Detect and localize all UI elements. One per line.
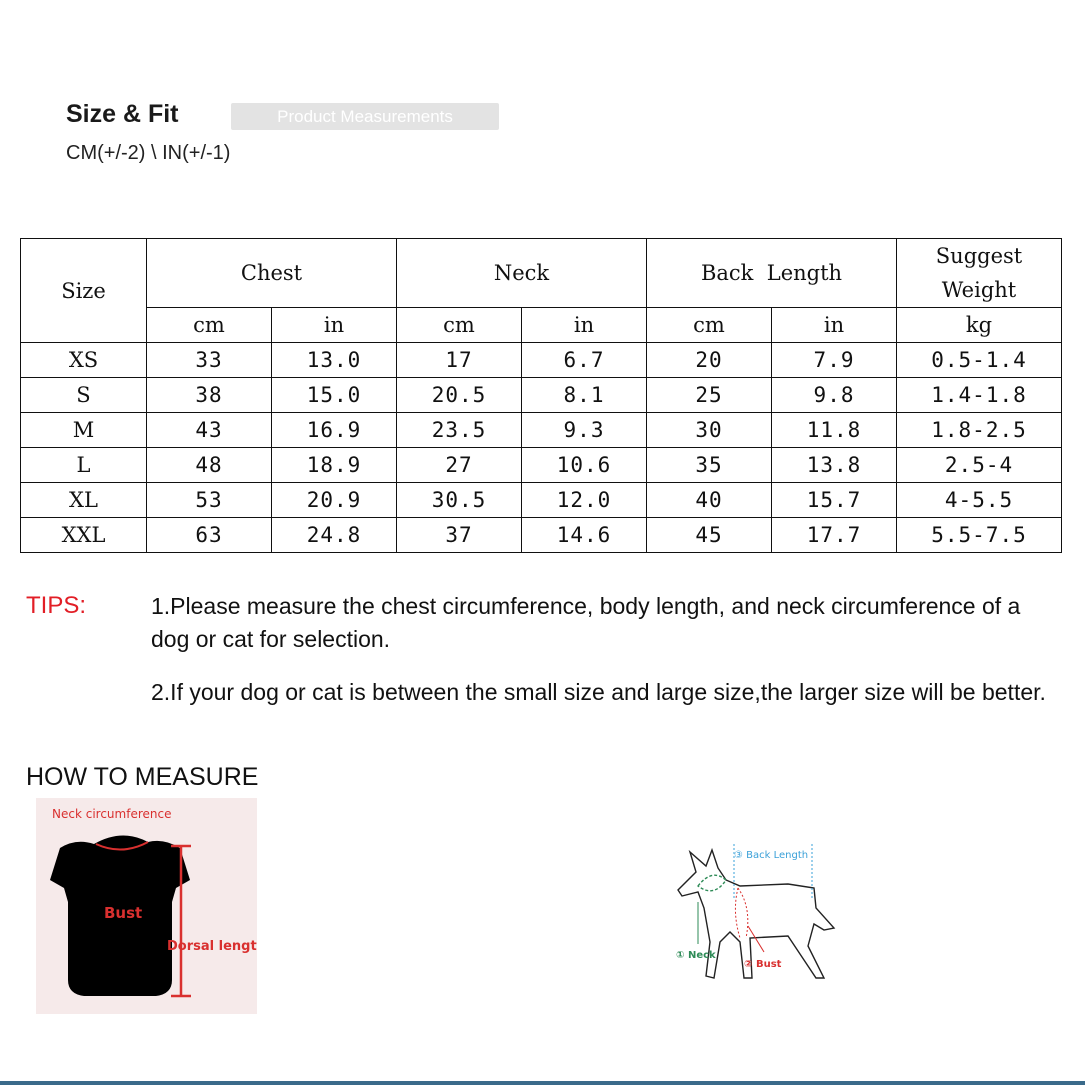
unit-neck-cm: cm: [397, 308, 522, 343]
neck-cm-cell: 23.5: [397, 413, 522, 448]
chest-in-cell: 18.9: [272, 448, 397, 483]
shirt-measure-diagram: [36, 798, 257, 1014]
unit-back-cm: cm: [647, 308, 772, 343]
chest-in-cell: 24.8: [272, 518, 397, 553]
size-table: [20, 238, 1062, 553]
suggest-weight-header-line2: Weight: [941, 278, 1017, 302]
size-cell: XL: [21, 483, 147, 518]
back-in-cell: 17.7: [772, 518, 897, 553]
weight-cell: 1.8-2.5: [897, 413, 1062, 448]
table-row: [21, 483, 1062, 518]
unit-weight-kg: kg: [897, 308, 1062, 343]
unit-back-in: in: [772, 308, 897, 343]
neck-cm-cell: 20.5: [397, 378, 522, 413]
chest-cm-cell: 48: [147, 448, 272, 483]
how-to-measure-heading: HOW TO MEASURE: [26, 763, 259, 791]
tolerance-note: CM(+/-2) \ IN(+/-1): [66, 142, 231, 164]
chest-cm-cell: 53: [147, 483, 272, 518]
neck-in-cell: 8.1: [522, 378, 647, 413]
table-row: [21, 448, 1062, 483]
size-cell: M: [21, 413, 147, 448]
neck-in-cell: 9.3: [522, 413, 647, 448]
suggest-weight-header-line1: Suggest: [935, 244, 1023, 268]
neck-header: Neck: [397, 239, 647, 308]
dog-back-label: ③ Back Length: [734, 850, 809, 861]
page-title: Size & Fit: [66, 100, 179, 128]
back-cm-cell: 35: [647, 448, 772, 483]
neck-cm-cell: 27: [397, 448, 522, 483]
shirt-neck-label: Neck circumference: [52, 807, 172, 821]
shirt-dorsal-label: Dorsal length: [167, 939, 257, 954]
chest-header: Chest: [147, 239, 397, 308]
neck-in-cell: 12.0: [522, 483, 647, 518]
weight-cell: 5.5-7.5: [897, 518, 1062, 553]
bottom-divider: [0, 1081, 1085, 1085]
back-length-header-text: Back Length: [700, 261, 843, 285]
table-row: [21, 518, 1062, 553]
back-cm-cell: 45: [647, 518, 772, 553]
size-header: Size: [21, 239, 147, 343]
chest-cm-cell: 43: [147, 413, 272, 448]
table-row: [21, 413, 1062, 448]
weight-cell: 1.4-1.8: [897, 378, 1062, 413]
unit-chest-in: in: [272, 308, 397, 343]
back-in-cell: 9.8: [772, 378, 897, 413]
shirt-bust-label: Bust: [104, 904, 143, 922]
suggest-weight-header: [897, 239, 1062, 308]
neck-cm-cell: 30.5: [397, 483, 522, 518]
back-cm-cell: 25: [647, 378, 772, 413]
back-in-cell: 11.8: [772, 413, 897, 448]
tip-2: 2.If your dog or cat is between the small size and large size,the larger size will be better.: [151, 679, 1046, 705]
weight-cell: 0.5-1.4: [897, 343, 1062, 378]
shirt-diagram-svg: [36, 798, 257, 1014]
dog-diagram-svg: [668, 838, 848, 988]
back-cm-cell: 30: [647, 413, 772, 448]
tip-1: 1.Please measure the chest circumference, body length, and neck circumference of a dog or cat for selection.: [151, 593, 1021, 652]
table-units-row: [21, 308, 1062, 343]
chest-in-cell: 20.9: [272, 483, 397, 518]
table-row: [21, 378, 1062, 413]
bust-loop-line: [735, 888, 747, 938]
weight-cell: 2.5-4: [897, 448, 1062, 483]
weight-cell: 4-5.5: [897, 483, 1062, 518]
chest-in-cell: 16.9: [272, 413, 397, 448]
unit-neck-in: in: [522, 308, 647, 343]
neck-cm-cell: 37: [397, 518, 522, 553]
neck-in-cell: 10.6: [522, 448, 647, 483]
back-in-cell: 13.8: [772, 448, 897, 483]
neck-in-cell: 6.7: [522, 343, 647, 378]
tips-label: TIPS:: [26, 592, 87, 619]
neck-cm-cell: 17: [397, 343, 522, 378]
size-cell: XXL: [21, 518, 147, 553]
chest-cm-cell: 63: [147, 518, 272, 553]
dog-neck-label: ① Neck: [676, 950, 716, 961]
table-row: [21, 343, 1062, 378]
size-cell: L: [21, 448, 147, 483]
neck-loop-line: [698, 875, 726, 891]
dog-measure-diagram: [668, 838, 848, 988]
chest-cm-cell: 38: [147, 378, 272, 413]
size-cell: XS: [21, 343, 147, 378]
back-length-header: [647, 239, 897, 308]
table-header-row: [21, 239, 1062, 308]
back-cm-cell: 20: [647, 343, 772, 378]
dog-bust-label: ② Bust: [744, 959, 782, 970]
size-cell: S: [21, 378, 147, 413]
chest-in-cell: 13.0: [272, 343, 397, 378]
back-in-cell: 15.7: [772, 483, 897, 518]
back-in-cell: 7.9: [772, 343, 897, 378]
chest-in-cell: 15.0: [272, 378, 397, 413]
back-cm-cell: 40: [647, 483, 772, 518]
product-measurements-badge: Product Measurements: [231, 103, 499, 130]
unit-chest-cm: cm: [147, 308, 272, 343]
neck-in-cell: 14.6: [522, 518, 647, 553]
chest-cm-cell: 33: [147, 343, 272, 378]
